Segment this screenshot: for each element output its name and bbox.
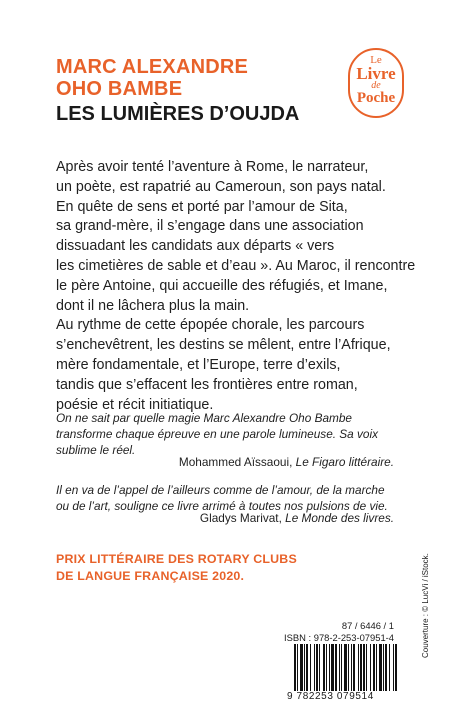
blurb-line: poésie et récit initiatique. bbox=[56, 396, 214, 413]
blurb-line: les cimetières de sable et d’eau ». Au Maroc, il rencontre bbox=[56, 257, 416, 274]
catalog-code: 87 / 6446 / 1 bbox=[341, 620, 394, 631]
blurb-line: dont il ne lâchera plus la main. bbox=[56, 297, 250, 314]
blurb-line: Après avoir tenté l’aventure à Rome, le narrateur, bbox=[56, 159, 369, 175]
blurb-line: un poète, est rapatrié au Cameroun, son pays natal. bbox=[56, 178, 386, 195]
logo-line-1: Le bbox=[370, 54, 382, 66]
prize-line-1: PRIX LITTÉRAIRE DES ROTARY CLUBS bbox=[56, 552, 297, 566]
blurb-line: le père Antoine, qui accueille des réfugiés, et Imane, bbox=[56, 277, 388, 294]
quote-2-attribution bbox=[200, 510, 394, 526]
quote-2-work: Le Monde des livres. bbox=[285, 511, 394, 525]
quote-1-work: Le Figaro littéraire. bbox=[295, 455, 394, 469]
barcode-number: 9 782253 079514 bbox=[287, 691, 405, 702]
isbn: ISBN : 978-2-253-07951-4 bbox=[284, 632, 394, 643]
prize-line-2: DE LANGUE FRANÇAISE 2020. bbox=[56, 569, 245, 583]
quote-line: transforme chaque épreuve en une parole lumineuse. Sa voix bbox=[56, 427, 378, 441]
book-title: LES LUMIÈRES D’OUJDA bbox=[56, 103, 300, 125]
quote-line: Il en va de l’appel de l’ailleurs comme de l’amour, de la marche bbox=[56, 483, 385, 497]
author-name bbox=[56, 56, 248, 100]
blurb-line: mère fondamentale, et l’Europe, terre d’exils, bbox=[56, 356, 341, 373]
cover-credit: Couverture : © LucVi / iStock. bbox=[421, 553, 430, 658]
livre-de-poche-logo bbox=[348, 48, 404, 118]
press-quote-1 bbox=[56, 410, 416, 458]
quote-1-author: Mohammed Aïssaoui, bbox=[178, 455, 293, 469]
quote-line: On ne sait par quelle magie Marc Alexandre Oho Bambe bbox=[56, 411, 352, 425]
author-line-2: OHO BAMBE bbox=[56, 78, 183, 100]
quote-2-author: Gladys Marivat, bbox=[199, 511, 282, 525]
prize-notice bbox=[56, 551, 297, 585]
author-line-1: MARC ALEXANDRE bbox=[56, 56, 249, 78]
blurb-line: s’enchevêtrent, les destins se mêlent, entre l’Afrique, bbox=[56, 337, 391, 354]
logo-line-2: Livre bbox=[356, 64, 396, 83]
logo-line-4: Poche bbox=[356, 90, 396, 106]
blurb-line: Au rythme de cette épopée chorale, les parcours bbox=[56, 317, 365, 334]
blurb-line: En quête de sens et porté par l’amour de Sita, bbox=[56, 198, 348, 215]
logo-line-3: de bbox=[371, 80, 381, 91]
blurb-text bbox=[56, 158, 426, 415]
blurb-line: sa grand-mère, il s’engage dans une association bbox=[56, 218, 364, 235]
quote-1-attribution bbox=[179, 454, 394, 470]
blurb-line: tandis que s’effacent les frontières entre roman, bbox=[56, 376, 358, 393]
quote-line: ou de l’art, souligne ce livre arrimé à toutes nos pulsions de vie. bbox=[56, 499, 388, 513]
blurb-line: dissuadant les candidats aux départs « vers bbox=[56, 238, 335, 255]
quote-line: sublime le réel. bbox=[56, 443, 136, 457]
